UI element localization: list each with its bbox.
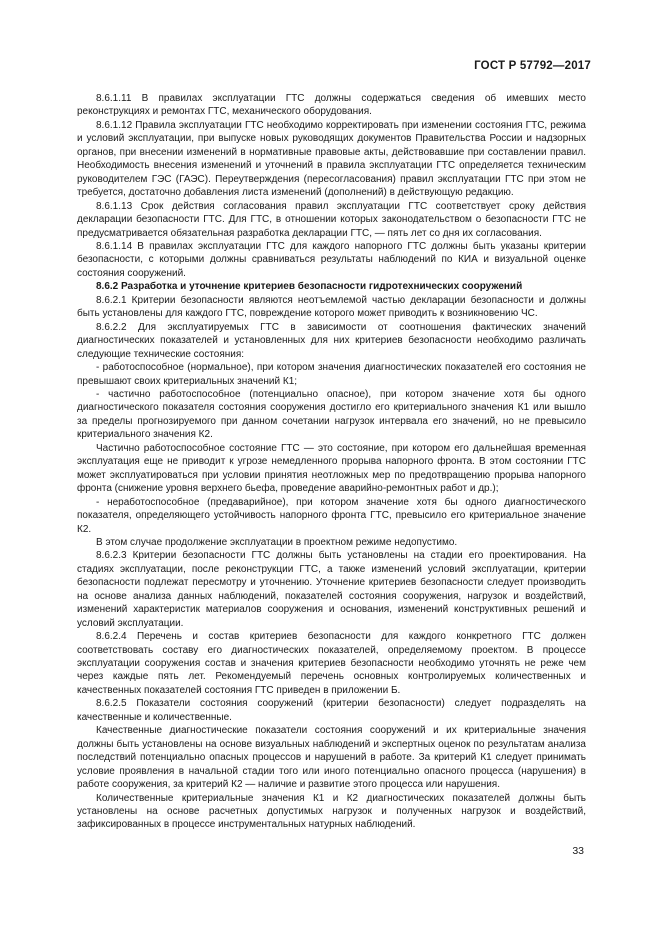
paragraph-8-6-2-2: 8.6.2.2 Для эксплуатируемых ГТС в зависимости от соотношения фактических значений диагностических показателей и установленных для них критериев безопасности необходимо различать следующие технические состояния: <box>77 321 586 360</box>
list-item-inoperable: - неработоспособное (предаварийное), при котором значение хотя бы одного диагностического показателя, определяющего устойчивость напорного фронта ГТС, превысило его критериальное значение К2. <box>77 496 586 535</box>
paragraph-8-6-2-3: 8.6.2.3 Критерии безопасности ГТС должны быть установлены на стадии его проектирования. На стадиях эксплуатации, после реконструкции ГТС, а также изменений условий эксплуатации, критерии безопасности подлежат пересмотру и уточнению. Уточнение критериев безопасности следует производить на основе анализа данных наблюдений, показателей состояния сооружения, нагрузок и воздействий, изменений характеристик материалов сооружения и основания, изменений конструктивных решений и условий эксплуатации. <box>77 550 586 629</box>
list-item-operable: - работоспособное (нормальное), при котором значения диагностических показателей его состояния не превышают своих критериальных значений К1; <box>77 362 586 387</box>
paragraph-partial-state: Частично работоспособное состояние ГТС — это состояние, при котором его дальнейшая временная эксплуатация еще не приводит к угрозе немедленного прорыва напорного фронта. В этом состоянии ГТС может эксплуатироваться при условии принятия неотложных мер по предотвращению прорыва напорного фронта (снижение уровня верхнего бьефа, проведение аварийно-ремонтных работ и др.); <box>77 442 586 495</box>
paragraph-8-6-2-4: 8.6.2.4 Перечень и состав критериев безопасности для каждого конкретного ГТС должен соответствовать составу его диагностических показателей, определяемому проектом. В процессе эксплуатации сооружения состав и значения критериев безопасности необходимо уточнять не реже чем через каждые пять лет. Рекомендуемый перечень основных контролируемых количественных и качественных показателей состояния ГТС приведен в приложении Б. <box>77 631 586 696</box>
page-number: 33 <box>572 845 584 857</box>
paragraph-8-6-1-11: 8.6.1.11 В правилах эксплуатации ГТС должны содержаться сведения об имевших место реконструкциях и ремонтах ГТС, механического оборудования. <box>77 93 586 118</box>
section-heading-8-6-2: 8.6.2 Разработка и уточнение критериев безопасности гидротехнических сооружений <box>96 281 523 293</box>
paragraph-8-6-1-12: 8.6.1.12 Правила эксплуатации ГТС необходимо корректировать при изменении состояния ГТС, режима и условий эксплуатации, при выпуске новых руководящих документов Правительства России и надзорных органов, при внесении изменений в нормативные правовые акты, действовавшие при составлении правил. Необходимость внесения изменений и уточнений в правила эксплуатации ГТС определяется техническим руководителем ГЭС (ГАЭС). Переутверждения (пересогласования) правил эксплуатации ГТС при этом не требуется, достаточно добавления листа изменений (дополнений) в действующую редакцию. <box>77 119 586 199</box>
paragraph-8-6-2-1: 8.6.2.1 Критерии безопасности являются неотъемлемой частью декларации безопасности и должны быть установлены для каждого ГТС, повреждение которого может приводить к возникновению ЧС. <box>77 294 586 320</box>
paragraph-quantitative: Количественные критериальные значения К1 и К2 диагностических показателей должны быть установлены на основе расчетных допустимых нагрузок и полученных нагрузок и воздействий, зафиксированных в процессе инструментальных натурных наблюдений. <box>77 792 586 831</box>
paragraph-qualitative: Качественные диагностические показатели состояния сооружений и их критериальные значения должны быть установлены на основе визуальных наблюдений и экспертных оценок по результатам анализа последствий потенциально опасных процессов и нарушений в работе. За критерий К1 следует принимать условие проявления в начальной стадии того или иного потенциально опасного процесса (нарушения) в работе сооружения, за критерий К2 — наличие и развитие этого процесса или нарушения. <box>77 725 586 791</box>
paragraph-8-6-2-5: 8.6.2.5 Показатели состояния сооружений (критерии безопасности) следует подразделять на качественные и количественные. <box>77 698 586 723</box>
standard-header: ГОСТ Р 57792—2017 <box>474 60 591 72</box>
paragraph-8-6-1-13: 8.6.1.13 Срок действия согласования правил эксплуатации ГТС соответствует сроку действия декларации безопасности ГТС. Для ГТС, в отношении которых законодательством о безопасности ГТС не предусматривается обязательная разработка декларации ГТС, — пять лет со дня их согласования. <box>77 200 586 239</box>
list-item-partially-operable: - частично работоспособное (потенциально опасное), при котором значение хотя бы одного диагностического показателя состояния сооружения достигло его критериального значения К1 или вышло за пределы прогнозируемого при данном сочетании нагрузок интервала его значений, но не превысило критериального значения К2. <box>77 388 586 441</box>
paragraph-8-6-1-14: 8.6.1.14 В правилах эксплуатации ГТС для каждого напорного ГТС должны быть указаны критерии безопасности, с которыми должны сравниваться результаты наблюдений по КИА и визуальной оценке состояния сооружений. <box>77 240 586 279</box>
document-body <box>77 92 586 832</box>
paragraph-operation-prohibited: В этом случае продолжение эксплуатации в проектном режиме недопустимо. <box>96 536 458 548</box>
